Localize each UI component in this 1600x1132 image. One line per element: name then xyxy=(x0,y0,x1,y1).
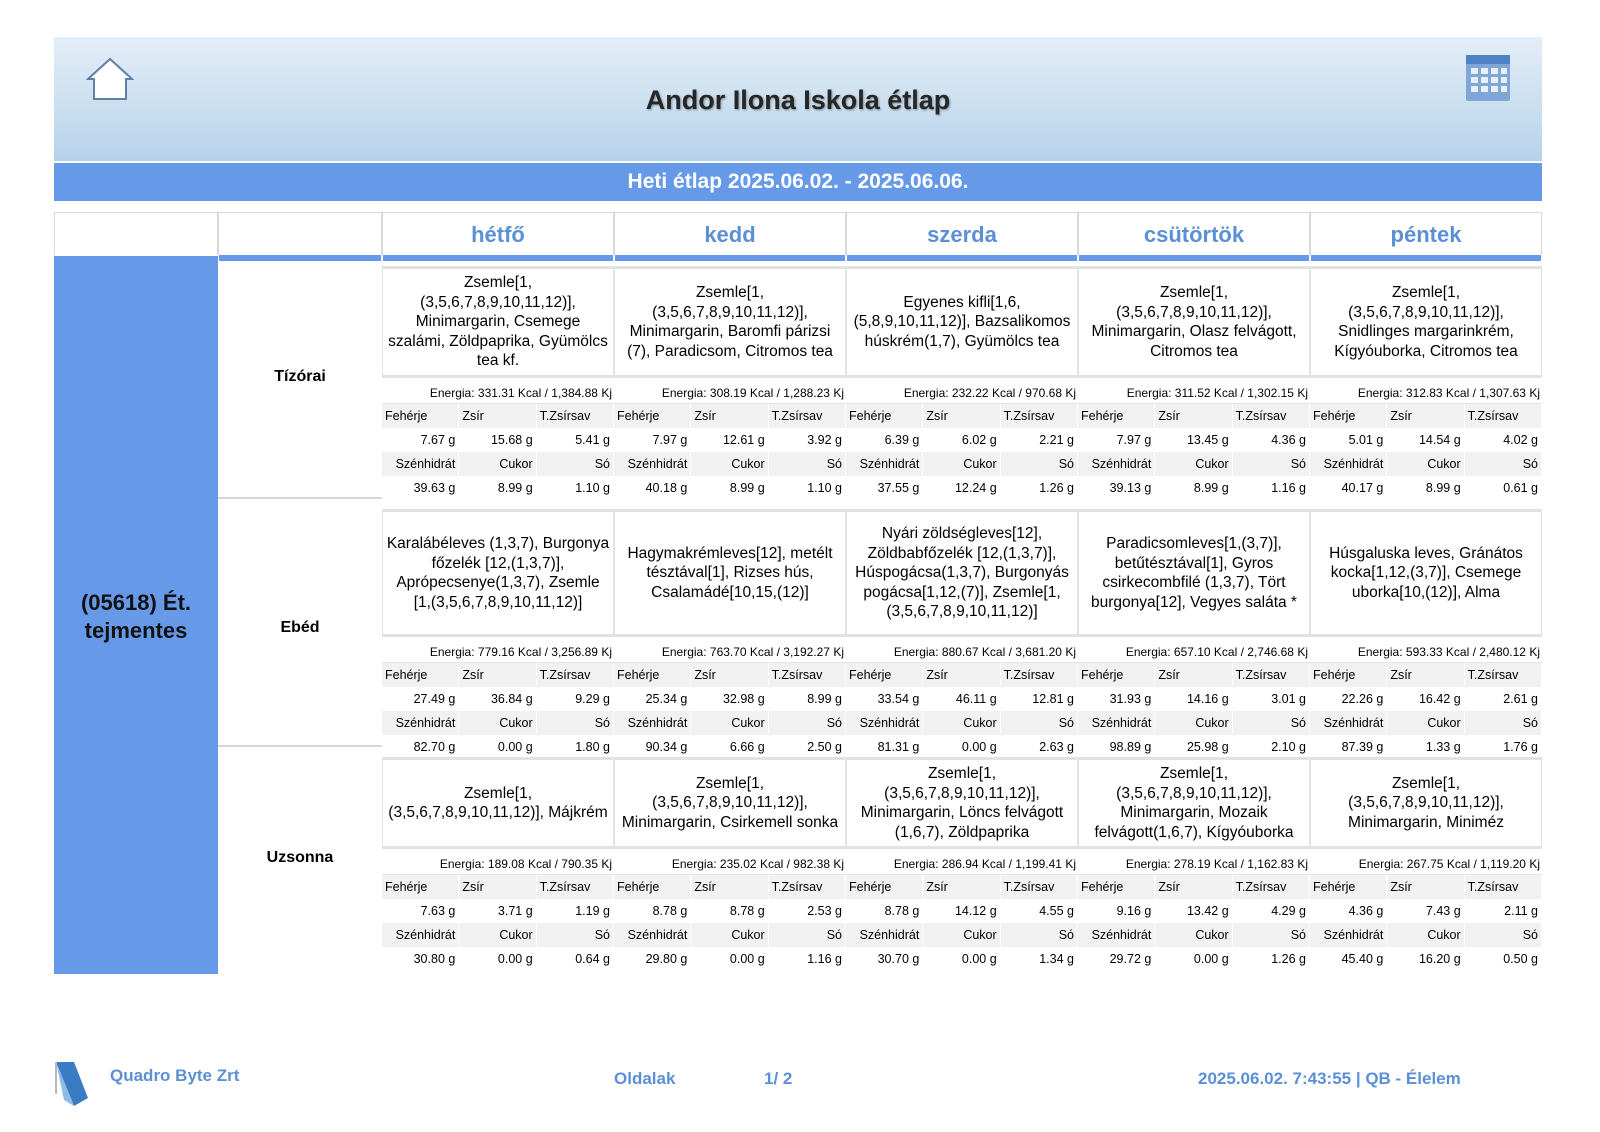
nutrient-label-row xyxy=(1310,452,1542,476)
nutrient-value-row xyxy=(846,476,1078,500)
fat-label: Zsír xyxy=(1155,875,1232,899)
sugar-label: Cukor xyxy=(1155,711,1232,735)
fat-label: Zsír xyxy=(923,404,1000,428)
nutrient-label-row xyxy=(1310,663,1542,687)
nutrient-value-row xyxy=(614,947,846,971)
nutrient-value-row xyxy=(846,687,1078,711)
category-code: (05618) Ét. xyxy=(80,590,192,615)
dish-wednesday: Zsemle[1, (3,5,6,7,8,9,10,11,12)], Minimargarin, Löncs felvágott (1,6,7), Zöldpaprika xyxy=(846,757,1078,849)
calendar-icon[interactable] xyxy=(1464,53,1512,108)
energy-value: Energia: 189.08 Kcal / 790.35 Kj xyxy=(382,853,614,875)
nutrient-label-row xyxy=(1078,404,1310,428)
nutrient-label-row xyxy=(1310,875,1542,899)
salt-label: Só xyxy=(537,452,614,476)
nutrient-label-row xyxy=(614,923,846,947)
nutrient-label-row xyxy=(846,711,1078,735)
sugar-label: Cukor xyxy=(691,923,768,947)
fat-value: 15.68 g xyxy=(459,428,536,452)
saturated-fat-value: 8.99 g xyxy=(769,687,846,711)
salt-label: Só xyxy=(1001,923,1078,947)
nutrient-label-row xyxy=(846,923,1078,947)
salt-value: 1.26 g xyxy=(1001,476,1078,500)
nutrient-label-row xyxy=(846,404,1078,428)
nutrient-label-row xyxy=(1078,923,1310,947)
nutrient-value-row xyxy=(1078,899,1310,923)
fat-label: Zsír xyxy=(1387,663,1464,687)
sugar-value: 6.66 g xyxy=(691,735,768,759)
protein-value: 6.39 g xyxy=(846,428,923,452)
nutrient-value-row xyxy=(614,428,846,452)
sugar-label: Cukor xyxy=(459,923,536,947)
carbohydrate-value: 45.40 g xyxy=(1310,947,1387,971)
header-blank-cell xyxy=(54,212,218,255)
fat-label: Zsír xyxy=(459,663,536,687)
salt-value: 0.50 g xyxy=(1465,947,1542,971)
salt-label: Só xyxy=(1465,452,1542,476)
fat-label: Zsír xyxy=(691,875,768,899)
salt-label: Só xyxy=(1233,923,1310,947)
fat-label: Zsír xyxy=(459,875,536,899)
saturated-fat-value: 2.61 g xyxy=(1465,687,1542,711)
dish-thursday: Zsemle[1, (3,5,6,7,8,9,10,11,12)], Minimargarin, Olasz felvágott, Citromos tea xyxy=(1078,266,1310,378)
salt-value: 2.63 g xyxy=(1001,735,1078,759)
carbohydrate-value: 40.18 g xyxy=(614,476,691,500)
carbohydrate-label: Szénhidrát xyxy=(1078,452,1155,476)
nutrient-label-row xyxy=(382,452,614,476)
sugar-value: 12.24 g xyxy=(923,476,1000,500)
salt-label: Só xyxy=(1001,452,1078,476)
nutrient-value-row xyxy=(382,687,614,711)
fat-value: 8.78 g xyxy=(691,899,768,923)
fat-value: 3.71 g xyxy=(459,899,536,923)
carbohydrate-label: Szénhidrát xyxy=(1078,923,1155,947)
meal-label-1: Ebéd xyxy=(280,619,320,636)
salt-label: Só xyxy=(1001,711,1078,735)
day-header-friday: péntek xyxy=(1310,212,1542,255)
saturated-fat-label: T.Zsírsav xyxy=(1233,404,1310,428)
dish-monday: Zsemle[1, (3,5,6,7,8,9,10,11,12)], Májkrém xyxy=(382,757,614,849)
sugar-value: 0.00 g xyxy=(1155,947,1232,971)
salt-value: 1.34 g xyxy=(1001,947,1078,971)
carbohydrate-value: 98.89 g xyxy=(1078,735,1155,759)
saturated-fat-label: T.Zsírsav xyxy=(1001,663,1078,687)
nutrient-label-row xyxy=(1310,923,1542,947)
fat-label: Zsír xyxy=(459,404,536,428)
protein-value: 8.78 g xyxy=(846,899,923,923)
saturated-fat-label: T.Zsírsav xyxy=(1465,663,1542,687)
salt-value: 2.10 g xyxy=(1233,735,1310,759)
protein-label: Fehérje xyxy=(1310,404,1387,428)
fat-value: 13.42 g xyxy=(1155,899,1232,923)
protein-value: 8.78 g xyxy=(614,899,691,923)
nutrient-value-row xyxy=(846,899,1078,923)
dish-wednesday: Nyári zöldségleves[12], Zöldbabfőzelék [12,(1,3,7)], Húspogácsa(1,3,7), Burgonyás pogácsa[1,12,(7)], Zsemle[1, (3,5,6,7,8,9,10,11,12)] xyxy=(846,509,1078,637)
nutrient-label-row xyxy=(614,875,846,899)
sugar-value: 0.00 g xyxy=(459,735,536,759)
salt-label: Só xyxy=(1233,711,1310,735)
sugar-value: 1.33 g xyxy=(1387,735,1464,759)
sugar-label: Cukor xyxy=(459,711,536,735)
nutrient-label-row xyxy=(1078,711,1310,735)
saturated-fat-value: 4.29 g xyxy=(1233,899,1310,923)
carbohydrate-value: 90.34 g xyxy=(614,735,691,759)
fat-label: Zsír xyxy=(691,404,768,428)
energy-value: Energia: 880.67 Kcal / 3,681.20 Kj xyxy=(846,641,1078,663)
company-name: Quadro Byte Zrt xyxy=(110,1066,240,1085)
nutrient-label-row xyxy=(382,875,614,899)
saturated-fat-label: T.Zsírsav xyxy=(537,875,614,899)
nutrient-value-row xyxy=(1078,947,1310,971)
header-blank-cell xyxy=(218,212,382,255)
dish-tuesday: Zsemle[1, (3,5,6,7,8,9,10,11,12)], Minimargarin, Baromfi párizsi (7), Paradicsom, Citromos tea xyxy=(614,266,846,378)
energy-value: Energia: 763.70 Kcal / 3,192.27 Kj xyxy=(614,641,846,663)
fat-label: Zsír xyxy=(691,663,768,687)
saturated-fat-value: 1.19 g xyxy=(537,899,614,923)
nutrient-value-row xyxy=(382,899,614,923)
carbohydrate-label: Szénhidrát xyxy=(382,711,459,735)
saturated-fat-value: 2.11 g xyxy=(1465,899,1542,923)
sugar-value: 25.98 g xyxy=(1155,735,1232,759)
sugar-value: 0.00 g xyxy=(923,735,1000,759)
category-column xyxy=(54,256,218,974)
carbohydrate-label: Szénhidrát xyxy=(846,711,923,735)
salt-label: Só xyxy=(769,923,846,947)
fat-label: Zsír xyxy=(1155,404,1232,428)
carbohydrate-label: Szénhidrát xyxy=(1310,452,1387,476)
nutrient-value-row xyxy=(382,476,614,500)
nutrient-value-row xyxy=(382,947,614,971)
saturated-fat-value: 9.29 g xyxy=(537,687,614,711)
nutrient-label-row xyxy=(1310,711,1542,735)
protein-label: Fehérje xyxy=(1310,875,1387,899)
day-header-thursday: csütörtök xyxy=(1078,212,1310,255)
page-header xyxy=(54,37,1542,161)
nutrient-label-row xyxy=(846,875,1078,899)
nutrient-label-row xyxy=(382,663,614,687)
nutrient-value-row xyxy=(382,735,614,759)
nutrient-label-row xyxy=(1310,404,1542,428)
protein-label: Fehérje xyxy=(846,404,923,428)
energy-value: Energia: 232.22 Kcal / 970.68 Kj xyxy=(846,382,1078,404)
carbohydrate-value: 82.70 g xyxy=(382,735,459,759)
carbohydrate-label: Szénhidrát xyxy=(382,923,459,947)
energy-value: Energia: 779.16 Kcal / 3,256.89 Kj xyxy=(382,641,614,663)
carbohydrate-label: Szénhidrát xyxy=(614,452,691,476)
salt-label: Só xyxy=(1465,711,1542,735)
salt-value: 2.50 g xyxy=(769,735,846,759)
saturated-fat-value: 12.81 g xyxy=(1001,687,1078,711)
sugar-label: Cukor xyxy=(691,711,768,735)
fat-value: 46.11 g xyxy=(923,687,1000,711)
nutrient-value-row xyxy=(1078,476,1310,500)
sugar-label: Cukor xyxy=(1387,711,1464,735)
protein-label: Fehérje xyxy=(382,404,459,428)
sugar-value: 0.00 g xyxy=(459,947,536,971)
nutrient-label-row xyxy=(382,923,614,947)
salt-label: Só xyxy=(1233,452,1310,476)
meal-separator xyxy=(218,497,382,499)
salt-label: Só xyxy=(769,452,846,476)
sugar-label: Cukor xyxy=(923,452,1000,476)
carbohydrate-value: 37.55 g xyxy=(846,476,923,500)
energy-value: Energia: 657.10 Kcal / 2,746.68 Kj xyxy=(1078,641,1310,663)
salt-label: Só xyxy=(537,923,614,947)
saturated-fat-label: T.Zsírsav xyxy=(537,663,614,687)
sugar-label: Cukor xyxy=(1387,923,1464,947)
nutrient-value-row xyxy=(1310,476,1542,500)
salt-value: 1.10 g xyxy=(537,476,614,500)
print-timestamp: 2025.06.02. 7:43:55 | QB - Élelem xyxy=(1198,1069,1461,1088)
sugar-label: Cukor xyxy=(1155,452,1232,476)
meal-label-0: Tízórai xyxy=(274,368,326,385)
nutrient-value-row xyxy=(1310,899,1542,923)
sugar-value: 8.99 g xyxy=(1155,476,1232,500)
dish-tuesday: Hagymakrémleves[12], metélt tésztával[1], Rizses hús, Csalamádé[10,15,(12)] xyxy=(614,509,846,637)
salt-value: 0.64 g xyxy=(537,947,614,971)
fat-value: 12.61 g xyxy=(691,428,768,452)
day-header-wednesday: szerda xyxy=(846,212,1078,255)
carbohydrate-value: 81.31 g xyxy=(846,735,923,759)
saturated-fat-value: 4.36 g xyxy=(1233,428,1310,452)
nutrient-value-row xyxy=(846,947,1078,971)
fat-label: Zsír xyxy=(1387,404,1464,428)
nutrient-label-row xyxy=(614,711,846,735)
carbohydrate-label: Szénhidrát xyxy=(382,452,459,476)
salt-label: Só xyxy=(769,711,846,735)
meal-label-2: Uzsonna xyxy=(266,849,334,866)
salt-label: Só xyxy=(537,711,614,735)
category-name: tejmentes xyxy=(84,618,188,643)
fat-label: Zsír xyxy=(923,875,1000,899)
protein-value: 27.49 g xyxy=(382,687,459,711)
salt-value: 1.80 g xyxy=(537,735,614,759)
protein-value: 9.16 g xyxy=(1078,899,1155,923)
dish-monday: Karalábéleves (1,3,7), Burgonya főzelék [12,(1,3,7)], Aprópecsenye(1,3,7), Zsemle [1,(3,5,6,7,8,9,10,11,12)] xyxy=(382,509,614,637)
protein-value: 25.34 g xyxy=(614,687,691,711)
salt-value: 1.26 g xyxy=(1233,947,1310,971)
day-header-tuesday: kedd xyxy=(614,212,846,255)
dish-tuesday: Zsemle[1, (3,5,6,7,8,9,10,11,12)], Minimargarin, Csirkemell sonka xyxy=(614,757,846,849)
saturated-fat-label: T.Zsírsav xyxy=(769,404,846,428)
nutrient-label-row xyxy=(614,452,846,476)
sugar-value: 16.20 g xyxy=(1387,947,1464,971)
sugar-value: 8.99 g xyxy=(459,476,536,500)
nutrient-label-row xyxy=(1078,452,1310,476)
sugar-label: Cukor xyxy=(923,711,1000,735)
carbohydrate-value: 30.80 g xyxy=(382,947,459,971)
sugar-label: Cukor xyxy=(1387,452,1464,476)
pages-label: Oldalak xyxy=(614,1069,676,1088)
nutrient-value-row xyxy=(1078,428,1310,452)
energy-value: Energia: 331.31 Kcal / 1,384.88 Kj xyxy=(382,382,614,404)
carbohydrate-label: Szénhidrát xyxy=(614,711,691,735)
energy-value: Energia: 286.94 Kcal / 1,199.41 Kj xyxy=(846,853,1078,875)
energy-value: Energia: 311.52 Kcal / 1,302.15 Kj xyxy=(1078,382,1310,404)
carbohydrate-label: Szénhidrát xyxy=(1310,923,1387,947)
nutrient-value-row xyxy=(1078,735,1310,759)
saturated-fat-value: 4.55 g xyxy=(1001,899,1078,923)
carbohydrate-label: Szénhidrát xyxy=(1310,711,1387,735)
energy-value: Energia: 278.19 Kcal / 1,162.83 Kj xyxy=(1078,853,1310,875)
fat-value: 7.43 g xyxy=(1387,899,1464,923)
protein-label: Fehérje xyxy=(1310,663,1387,687)
protein-label: Fehérje xyxy=(1078,875,1155,899)
dish-friday: Zsemle[1, (3,5,6,7,8,9,10,11,12)], Minimargarin, Miniméz xyxy=(1310,757,1542,849)
saturated-fat-label: T.Zsírsav xyxy=(537,404,614,428)
salt-value: 1.16 g xyxy=(1233,476,1310,500)
saturated-fat-value: 5.41 g xyxy=(537,428,614,452)
sugar-value: 0.00 g xyxy=(691,947,768,971)
fat-value: 13.45 g xyxy=(1155,428,1232,452)
fat-label: Zsír xyxy=(1387,875,1464,899)
carbohydrate-value: 87.39 g xyxy=(1310,735,1387,759)
saturated-fat-value: 3.92 g xyxy=(769,428,846,452)
energy-value: Energia: 308.19 Kcal / 1,288.23 Kj xyxy=(614,382,846,404)
protein-label: Fehérje xyxy=(846,663,923,687)
fat-label: Zsír xyxy=(1155,663,1232,687)
saturated-fat-label: T.Zsírsav xyxy=(1001,404,1078,428)
fat-value: 36.84 g xyxy=(459,687,536,711)
carbohydrate-value: 29.80 g xyxy=(614,947,691,971)
sugar-value: 8.99 g xyxy=(1387,476,1464,500)
day-header-monday: hétfő xyxy=(382,212,614,255)
saturated-fat-label: T.Zsírsav xyxy=(769,875,846,899)
nutrient-label-row xyxy=(614,404,846,428)
nutrient-label-row xyxy=(1078,875,1310,899)
energy-value: Energia: 312.83 Kcal / 1,307.63 Kj xyxy=(1310,382,1542,404)
dish-friday: Húsgaluska leves, Gránátos kocka[1,12,(3,7)], Csemege uborka[10,(12)], Alma xyxy=(1310,509,1542,637)
dish-thursday: Paradicsomleves[1,(3,7)], betűtésztával[1], Gyros csirkecombfilé (1,3,7), Tört burgonya[12], Vegyes saláta * xyxy=(1078,509,1310,637)
sugar-value: 0.00 g xyxy=(923,947,1000,971)
carbohydrate-value: 39.13 g xyxy=(1078,476,1155,500)
saturated-fat-label: T.Zsírsav xyxy=(1001,875,1078,899)
energy-value: Energia: 267.75 Kcal / 1,119.20 Kj xyxy=(1310,853,1542,875)
protein-value: 7.67 g xyxy=(382,428,459,452)
fat-value: 14.16 g xyxy=(1155,687,1232,711)
category-label xyxy=(54,589,218,645)
fat-label: Zsír xyxy=(923,663,1000,687)
nutrient-value-row xyxy=(1310,687,1542,711)
meal-separator xyxy=(218,745,382,747)
saturated-fat-value: 2.21 g xyxy=(1001,428,1078,452)
protein-label: Fehérje xyxy=(846,875,923,899)
protein-value: 5.01 g xyxy=(1310,428,1387,452)
saturated-fat-label: T.Zsírsav xyxy=(1465,875,1542,899)
carbohydrate-value: 40.17 g xyxy=(1310,476,1387,500)
salt-value: 0.61 g xyxy=(1465,476,1542,500)
protein-value: 31.93 g xyxy=(1078,687,1155,711)
nutrient-value-row xyxy=(1078,687,1310,711)
fat-value: 16.42 g xyxy=(1387,687,1464,711)
energy-value: Energia: 235.02 Kcal / 982.38 Kj xyxy=(614,853,846,875)
nutrient-label-row xyxy=(382,404,614,428)
nutrient-value-row xyxy=(614,735,846,759)
protein-value: 7.97 g xyxy=(614,428,691,452)
page-title: Andor Ilona Iskola étlap xyxy=(645,85,951,115)
carbohydrate-label: Szénhidrát xyxy=(1078,711,1155,735)
saturated-fat-label: T.Zsírsav xyxy=(1465,404,1542,428)
nutrient-value-row xyxy=(614,476,846,500)
sugar-label: Cukor xyxy=(1155,923,1232,947)
carbohydrate-label: Szénhidrát xyxy=(614,923,691,947)
quadro-logo-icon xyxy=(54,1060,90,1113)
nutrient-value-row xyxy=(1310,428,1542,452)
nutrient-label-row xyxy=(846,452,1078,476)
nutrient-value-row xyxy=(1310,735,1542,759)
salt-value: 1.10 g xyxy=(769,476,846,500)
page-number: 1/ 2 xyxy=(764,1069,793,1088)
dish-monday: Zsemle[1, (3,5,6,7,8,9,10,11,12)], Minimargarin, Csemege szalámi, Zöldpaprika, Gyümölcs tea kf. xyxy=(382,266,614,378)
sugar-label: Cukor xyxy=(459,452,536,476)
energy-value: Energia: 593.33 Kcal / 2,480.12 Kj xyxy=(1310,641,1542,663)
sugar-value: 8.99 g xyxy=(691,476,768,500)
saturated-fat-label: T.Zsírsav xyxy=(1233,663,1310,687)
protein-value: 7.97 g xyxy=(1078,428,1155,452)
nutrient-value-row xyxy=(382,428,614,452)
protein-value: 33.54 g xyxy=(846,687,923,711)
salt-value: 1.76 g xyxy=(1465,735,1542,759)
carbohydrate-value: 29.72 g xyxy=(1078,947,1155,971)
fat-value: 14.54 g xyxy=(1387,428,1464,452)
protein-label: Fehérje xyxy=(382,875,459,899)
protein-value: 22.26 g xyxy=(1310,687,1387,711)
salt-label: Só xyxy=(1465,923,1542,947)
week-range-bar: Heti étlap 2025.06.02. - 2025.06.06. xyxy=(54,163,1542,201)
sugar-label: Cukor xyxy=(923,923,1000,947)
carbohydrate-label: Szénhidrát xyxy=(846,923,923,947)
saturated-fat-label: T.Zsírsav xyxy=(769,663,846,687)
protein-label: Fehérje xyxy=(614,663,691,687)
nutrient-value-row xyxy=(614,899,846,923)
saturated-fat-label: T.Zsírsav xyxy=(1233,875,1310,899)
fat-value: 6.02 g xyxy=(923,428,1000,452)
protein-label: Fehérje xyxy=(382,663,459,687)
nutrient-label-row xyxy=(846,663,1078,687)
sugar-label: Cukor xyxy=(691,452,768,476)
carbohydrate-value: 39.63 g xyxy=(382,476,459,500)
nutrient-value-row xyxy=(846,428,1078,452)
protein-value: 7.63 g xyxy=(382,899,459,923)
fat-value: 14.12 g xyxy=(923,899,1000,923)
protein-label: Fehérje xyxy=(1078,404,1155,428)
fat-value: 32.98 g xyxy=(691,687,768,711)
protein-label: Fehérje xyxy=(614,404,691,428)
nutrient-value-row xyxy=(846,735,1078,759)
nutrient-value-row xyxy=(614,687,846,711)
salt-value: 1.16 g xyxy=(769,947,846,971)
nutrient-label-row xyxy=(1078,663,1310,687)
saturated-fat-value: 2.53 g xyxy=(769,899,846,923)
dish-thursday: Zsemle[1, (3,5,6,7,8,9,10,11,12)], Minimargarin, Mozaik felvágott(1,6,7), Kígyóuborka xyxy=(1078,757,1310,849)
carbohydrate-label: Szénhidrát xyxy=(846,452,923,476)
protein-label: Fehérje xyxy=(1078,663,1155,687)
protein-label: Fehérje xyxy=(614,875,691,899)
saturated-fat-value: 4.02 g xyxy=(1465,428,1542,452)
protein-value: 4.36 g xyxy=(1310,899,1387,923)
dish-wednesday: Egyenes kifli[1,6, (5,8,9,10,11,12)], Bazsalikomos húskrém(1,7), Gyümölcs tea xyxy=(846,266,1078,378)
nutrient-label-row xyxy=(614,663,846,687)
carbohydrate-value: 30.70 g xyxy=(846,947,923,971)
nutrient-label-row xyxy=(382,711,614,735)
saturated-fat-value: 3.01 g xyxy=(1233,687,1310,711)
nutrient-value-row xyxy=(1310,947,1542,971)
dish-friday: Zsemle[1, (3,5,6,7,8,9,10,11,12)], Snidlinges margarinkrém, Kígyóuborka, Citromos tea xyxy=(1310,266,1542,378)
